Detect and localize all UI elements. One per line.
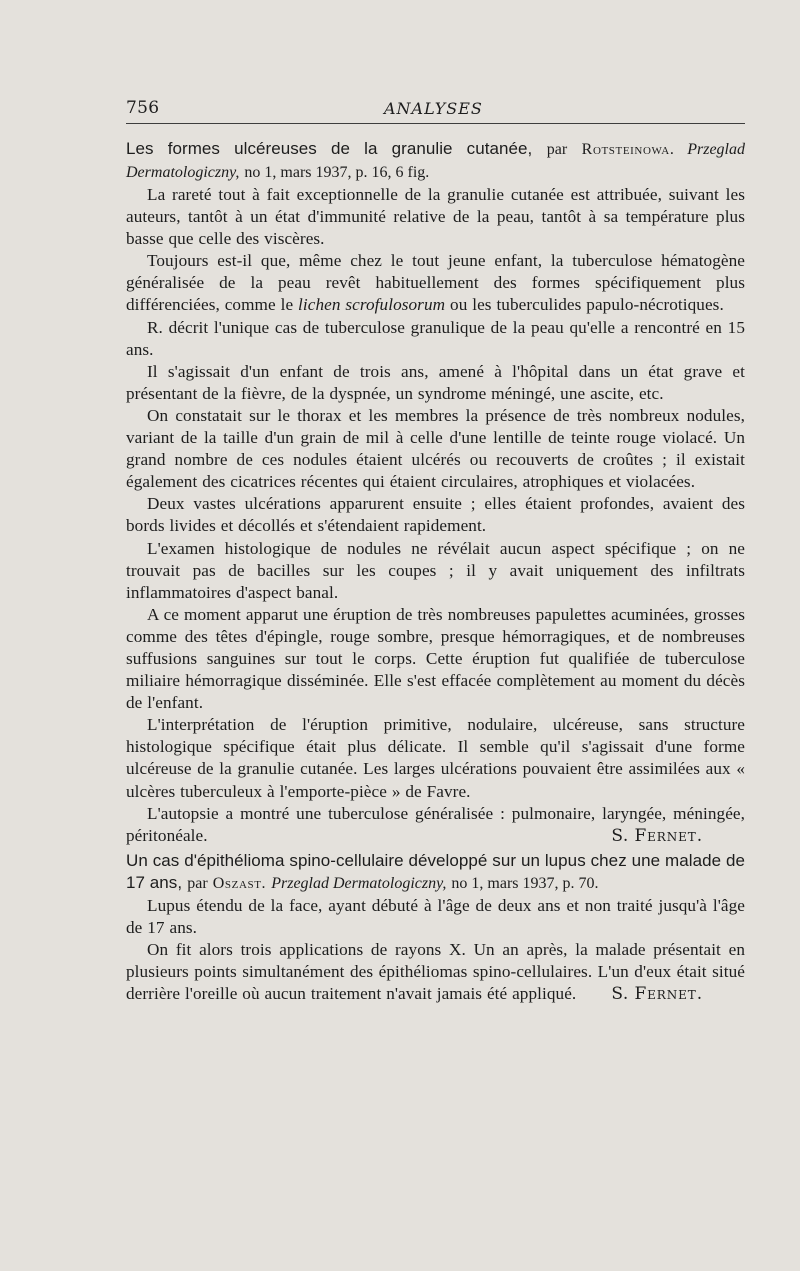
journal-name: Przeglad Dermatologiczny, (271, 874, 447, 892)
signature (126, 825, 745, 847)
author-name: Rotsteinowa (581, 141, 670, 158)
issue-details: no 1, mars 1937, p. 16, 6 fig. (244, 164, 430, 181)
signature-initial: S. (611, 825, 629, 846)
running-header-title: ANALYSES (384, 99, 483, 118)
paragraph-2-text-a: Toujours est-il que, même chez le tout jeune enfant, la tuberculose hématogène généralisée de la peau revêt habituellement des formes spécifiquement plus différenciées, comme le (126, 251, 745, 315)
signature-name: Fernet. (634, 984, 703, 1005)
signature-name: Fernet. (634, 825, 703, 846)
paragraph-3: R. décrit l'unique cas de tuberculose granulique de la peau qu'elle a rencontré en 15 ans. (126, 317, 745, 359)
paragraph-1: La rareté tout à fait exceptionnelle de la granulie cutanée est attribuée, suivant les auteurs, tantôt à un état d'immunité relative de la peau, tantôt à sa température plus basse que celle des viscères. (126, 185, 745, 249)
author-prefix: par (546, 141, 568, 158)
running-header (126, 97, 745, 124)
signature-initial: S. (611, 984, 629, 1005)
journal-name: Przeglad Dermatologiczny, (126, 141, 745, 181)
issue-details: no 1, mars 1937, p. 70. (451, 874, 599, 892)
paragraph-6: Deux vastes ulcérations apparurent ensuite ; elles étaient profondes, avaient des bords livides et décollés et s'étendaient rapidement. (126, 494, 745, 536)
paragraph-2-italic-term: lichen scrofulosorum (298, 295, 446, 315)
article-heading (126, 850, 745, 895)
paragraph-10: L'autopsie a montré une tuberculose généralisée : pulmonaire, laryngée, méningée, péritonéale. (126, 803, 745, 845)
article-epithelioma (126, 850, 745, 1005)
paragraph-9: L'interprétation de l'éruption primitive, nodulaire, ulcéreuse, sans structure histologique spécifique était plus délicate. Il semble qu'il s'agissait d'une forme ulcéreuse de la granulie cutanée. Les larges ulcérations pouvaient être assimilées aux « ulcères tuberculeux à l'emporte-pièce » de Favre. (126, 715, 745, 801)
paragraph-8: A ce moment apparut une éruption de très nombreuses papulettes acuminées, grosses comme des têtes d'épingle, rouge sombre, presque hémorragiques, et de nombreuses suffusions sanguines sur tout le corps. Cette éruption fut qualifiée de tuberculose miliaire hémorragique disséminée. Elle s'est effacée complètement au moment du décès de l'enfant. (126, 604, 745, 713)
paragraph-2: On fit alors trois applications de rayons X. Un an après, la malade présentait en plusieurs points simultanément des épithéliomas spino-cellulaires. L'un d'eux était situé derrière l'oreille où aucun traitement n'avait jamais été appliqué. (126, 940, 745, 1004)
author-name: Oszast. (212, 874, 267, 892)
article-granulie-cutanee (126, 138, 745, 847)
paragraph-1: Lupus étendu de la face, ayant débuté à l'âge de deux ans et non traité jusqu'à l'âge de 17 ans. (126, 895, 745, 937)
paragraph-2 (126, 250, 745, 316)
paragraph-4: Il s'agissait d'un enfant de trois ans, amené à l'hôpital dans un état grave et présentant de la fièvre, de la dyspnée, un syndrome méningé, une ascite, etc. (126, 361, 745, 403)
article-title: Un cas d'épithélioma spino-cellulaire développé sur un lupus chez une malade de 17 ans, (126, 850, 745, 892)
paragraph-5: On constatait sur le thorax et les membres la présence de très nombreux nodules, variant de la taille d'un grain de mil à celle d'une lentille de teinte rouge violacé. Un grand nombre de ces nodules étaient ulcérés ou recouverts de croûtes ; il existait également des cicatrices récentes qui étaient circulaires, atrophiques et violacées. (126, 405, 745, 492)
page-number: 756 (126, 98, 160, 118)
article-title: Les formes ulcéreuses de la granulie cutanée, (126, 139, 533, 158)
paragraph-2-text-b: ou les tuberculides papulo-nécrotiques. (450, 295, 724, 315)
author-prefix: par (187, 874, 208, 892)
paragraph-7: L'examen histologique de nodules ne révélait aucun aspect spécifique ; on ne trouvait pas de bacilles sur les coupes ; il y avait uniquement des infiltrats inflammatoires d'aspect banal. (126, 538, 745, 602)
article-heading: Les formes ulcéreuses de la granulie cutanée, par Rotsteinowa. Przeglad Dermatologiczny, no 1, mars 1937, p. 16, 6 fig. (126, 139, 745, 181)
